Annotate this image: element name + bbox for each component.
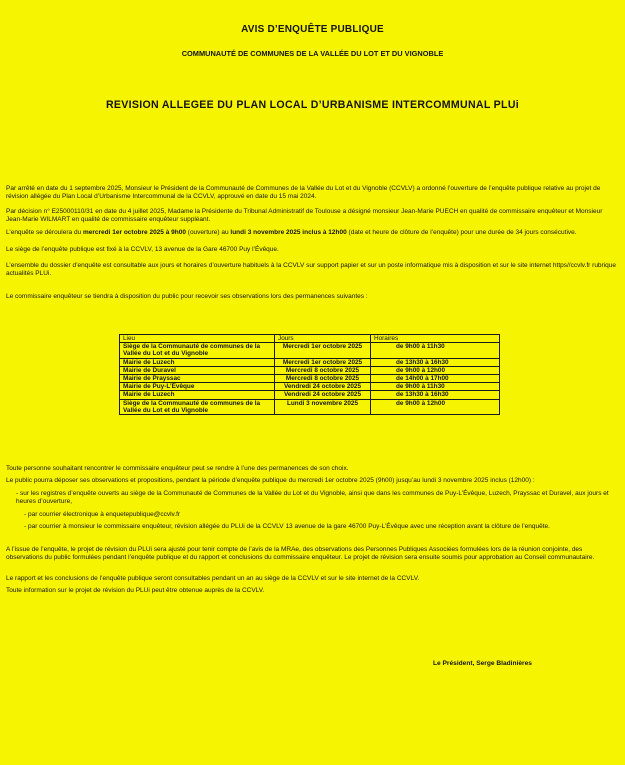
cell-horaire: de 14h00 à 17h00 [371, 375, 500, 383]
paragraph-observations: Le public pourra déposer ses observations et propositions, pendant la période d’enquête publique du mercredi 1er octobre 2025 (9h00) jusqu’au lundi 3 novembre 2025 inclus (12h00) : [6, 477, 535, 484]
paragraph-dates [6, 229, 616, 237]
cell-lieu: Mairie de Duravel [120, 366, 275, 374]
cell-jour: Mercredi 8 octobre 2025 [275, 375, 371, 383]
paragraph-issue: A l’issue de l’enquête, le projet de révision du PLUi sera ajusté pour tenir compte de l’avis de la MRAe, des observations des Personnes Publiques Associées formulées lors de la réunion conjointe, des observations du public formulées pendant l’enquête publique et du rapport et conclusions du commissaire enquêteur. Le projet de révision sera ensuite soumis pour approbation au Conseil communautaire. [6, 546, 595, 562]
permanences-table [119, 334, 500, 415]
table-row [120, 358, 500, 366]
table-row [120, 366, 500, 374]
table-row [120, 375, 500, 383]
dates-end: lundi 3 novembre 2025 inclus à 12h00 [230, 229, 347, 236]
notice-title: AVIS D’ENQUÊTE PUBLIQUE [241, 24, 384, 35]
cell-lieu: Mairie de Prayssac [120, 375, 275, 383]
signature: Le Président, Serge Bladinières [433, 660, 532, 667]
table-row [120, 383, 500, 391]
cell-jour: Vendredi 24 octobre 2025 [275, 391, 371, 399]
cell-jour: Lundi 3 novembre 2025 [275, 399, 371, 414]
paragraph-siege: Le siège de l’enquête publique est fixé à la CCVLV, 13 avenue de la Gare 46700 Puy l’Évêque. [6, 246, 279, 253]
paragraph-dossier: L’ensemble du dossier d’enquête est consultable aux jours et horaires d’ouverture habituels à la CCVLV sur support papier et sur un poste informatique mis à disposition et sur le site internet https//ccvlv.fr rubrique actualités PLUi. [6, 262, 617, 278]
paragraph-arrete: Par arrêté en date du 1 septembre 2025, Monsieur le Président de la Communauté de Communes de la Vallée du Lot et du Vignoble (CCVLV) a ordonné l’ouverture de l’enquête publique relative au projet de révision allégée du Plan Local d’Urbanisme Intercommunal de la CCVLV, approuvé en date du 15 mai 2024. [6, 185, 601, 201]
header-lieu: Lieu [120, 335, 275, 343]
cell-horaire: de 13h30 à 16h30 [371, 358, 500, 366]
paragraph-information: Toute information sur le projet de révision du PLUi peut être obtenue auprès de la CCVLV. [6, 587, 265, 594]
dates-text-start: L’enquête se déroulera du [6, 229, 83, 236]
table-row [120, 399, 500, 414]
cell-lieu: Mairie de Luzech [120, 391, 275, 399]
header-jours: Jours [275, 335, 371, 343]
paragraph-rencontre: Toute personne souhaitant rencontrer le commissaire enquêteur peut se rendre à l’une des permanences de son choix. [6, 465, 349, 472]
cell-horaire: de 9h00 à 11h30 [371, 383, 500, 391]
cell-horaire: de 9h00 à 12h00 [371, 399, 500, 414]
paragraph-courrier: - par courrier à monsieur le commissaire enquêteur, révision allégée du PLUi de la CCVLV 13 avenue de la gare 46700 Puy-L’Évêque avec une réception avant la clôture de l’enquête. [24, 523, 550, 530]
cell-lieu: Mairie de Puy-L’Évêque [120, 383, 275, 391]
paragraph-decision: Par décision n° E25000110/31 en date du 4 juillet 2025, Madame la Présidente du Tribunal Administratif de Toulouse a désigné monsieur Jean-Marie PUECH en qualité de commissaire enquêteur et Monsieur Jean-Marie WILMART en qualité de commissaire enquêteur suppléant. [6, 208, 603, 224]
dates-text-mid: (ouverture) au [185, 229, 231, 236]
dates-text-end: (date et heure de clôture de l’enquête) pour une durée de 34 jours consécutive. [346, 229, 577, 236]
dates-start: mercredi 1er octobre 2025 à 9h00 [82, 229, 186, 236]
cell-horaire: de 9h00 à 11h30 [371, 343, 500, 358]
paragraph-rapport: Le rapport et les conclusions de l’enquête publique seront consultables pendant un an au siège de la CCVLV et sur le site internet de la CCVLV. [6, 575, 420, 582]
table-header-row [120, 335, 500, 343]
header-horaires: Horaires [371, 335, 500, 343]
paragraph-permanences-intro: Le commissaire enquêteur se tiendra à disposition du public pour recevoir ses observations lors des permanences suivantes : [6, 293, 368, 300]
cell-jour: Mercredi 1er octobre 2025 [275, 358, 371, 366]
cell-horaire: de 13h30 à 16h30 [371, 391, 500, 399]
cell-jour: Mercredi 1er octobre 2025 [275, 343, 371, 358]
cell-jour: Mercredi 8 octobre 2025 [275, 366, 371, 374]
paragraph-registres: - sur les registres d’enquête ouverts au siège de la Communauté de Communes de la Vallée du Lot et du Vignoble, ainsi que dans les communes de Puy-L’Évêque, Luzech, Prayssac et Duravel, aux jours et heures d’ouverture, [16, 490, 609, 506]
cell-lieu: Siège de la Communauté de communes de la Vallée du Lot et du Vignoble [120, 399, 275, 414]
cell-lieu: Siège de la Communauté de communes de la Vallée du Lot et du Vignoble [120, 343, 275, 358]
cell-horaire: de 9h00 à 12h00 [371, 366, 500, 374]
notice-subtitle: COMMUNAUTÉ DE COMMUNES DE LA VALLÉE DU LOT ET DU VIGNOBLE [181, 49, 444, 58]
paragraph-courriel: - par courrier électronique à enquetepublique@ccvlv.fr [24, 511, 181, 518]
table-row [120, 343, 500, 358]
table-row [120, 391, 500, 399]
cell-jour: Vendredi 24 octobre 2025 [275, 383, 371, 391]
revision-heading: REVISION ALLEGEE DU PLAN LOCAL D’URBANISME INTERCOMMUNAL PLUi [105, 99, 520, 111]
cell-lieu: Mairie de Luzech [120, 358, 275, 366]
